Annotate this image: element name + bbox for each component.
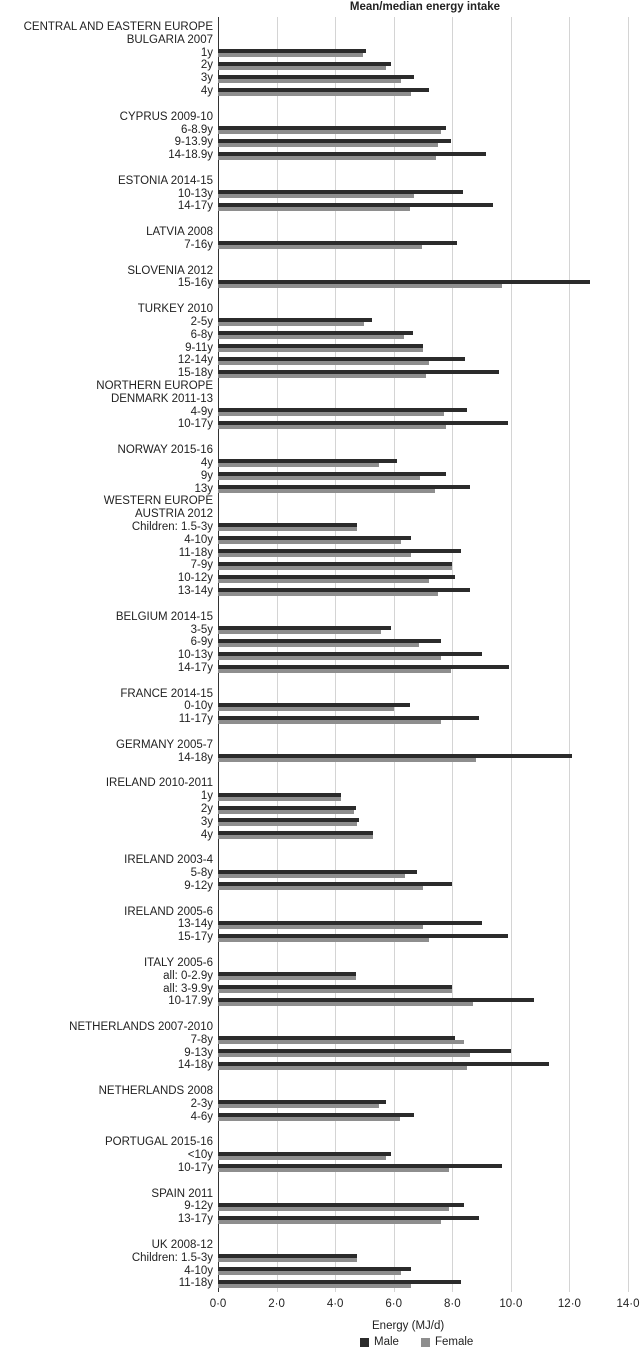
study-label-row [0,957,641,970]
spacer-row [0,98,641,111]
age-group-label: 3y [200,72,213,85]
female-bar [218,797,341,801]
age-group-label: 2y [200,803,213,816]
age-group-label: 14-17y [177,200,213,213]
study-label-row [0,906,641,919]
bar-row [0,803,641,816]
spacer-row [0,893,641,906]
bar-row [0,713,641,726]
age-group-label: 11-18y [178,1277,213,1290]
female-bar [218,1040,464,1044]
age-group-label: 4y [200,85,213,98]
bar-row [0,547,641,560]
study-label-row [0,175,641,188]
study-label: AUSTRIA 2012 [135,508,213,521]
bar-row [0,918,641,931]
spacer-row [0,675,641,688]
study-label: GERMANY 2005-7 [116,738,213,751]
legend-item-male [360,1336,399,1348]
spacer-row [0,1226,641,1239]
bar-row [0,521,641,534]
age-group-label: 2y [200,59,213,72]
female-bar [218,1066,467,1070]
x-tick-label: 8·0 [443,1298,461,1310]
study-label-row [0,444,641,457]
bar-row [0,829,641,842]
study-label: UK 2008-12 [151,1238,213,1251]
bar-row [0,200,641,213]
age-group-label: 3-5y [190,623,213,636]
age-group-label: 6-8.9y [181,123,213,136]
age-group-label: 14-18y [177,1059,213,1072]
female-bar [218,463,379,467]
female-bar [218,130,441,134]
female-bar [218,592,438,596]
age-group-label: all: 3-9.9y [163,982,213,995]
bar-row [0,559,641,572]
age-group-label: 4-10y [184,1264,213,1277]
bar-row [0,1162,641,1175]
region-label: NORTHERN EUROPE [96,379,213,392]
study-label: ITALY 2005-6 [143,956,213,969]
x-axis-label: Energy (MJ/d) [372,1320,445,1332]
spacer-row [0,213,641,226]
bar-row [0,534,641,547]
bar-row [0,931,641,944]
spacer-row [0,598,641,611]
female-bar [218,1117,400,1121]
region-label-row [0,495,641,508]
age-group-label: <10y [187,1149,213,1162]
female-bar [218,245,422,249]
bar-row [0,790,641,803]
female-bar [218,1002,473,1006]
study-label: NETHERLANDS 2007-2010 [69,1020,213,1033]
bar-row [0,1111,641,1124]
female-bar [218,758,476,762]
bar-row [0,367,641,380]
female-bar [218,1220,441,1224]
bar-row [0,1213,641,1226]
spacer-row [0,726,641,739]
x-tick-label: 12·0 [557,1298,581,1310]
x-tick-label: 6·0 [385,1298,403,1310]
female-bar [218,656,441,660]
female-bar [218,553,411,557]
age-group-label: 13-14y [177,585,213,598]
bar-row [0,470,641,483]
study-label: TURKEY 2010 [137,303,213,316]
age-group-label: 9-11y [185,341,213,354]
age-group-label: 12-14y [177,354,213,367]
age-group-label: 14-17y [177,662,213,674]
study-label: IRELAND 2010-2011 [105,777,213,790]
female-bar [218,489,435,493]
female-bar [218,643,419,647]
age-group-label: 14-18y [177,751,213,764]
age-group-label: 6-9y [190,636,213,649]
female-bar [218,835,373,839]
study-label-row [0,34,641,47]
bar-row [0,1098,641,1111]
age-group-label: 15-16y [177,277,213,290]
age-group-label: 15-17y [177,931,213,944]
bar-row [0,1252,641,1265]
female-bar [218,822,357,826]
bar-row [0,816,641,829]
female-bar [218,361,429,365]
age-group-label: 9-13y [184,1046,213,1059]
study-label-row [0,777,641,790]
spacer-row [0,162,641,175]
age-group-label: 0-10y [184,700,213,713]
spacer-row [0,765,641,778]
bar-row [0,867,641,880]
age-group-label: 10-17y [177,1161,213,1174]
female-bar [218,886,423,890]
female-bar [218,1207,449,1211]
female-bar [218,143,438,147]
study-label-row [0,393,641,406]
female-bar [218,874,405,878]
study-label: LATVIA 2008 [146,226,213,239]
x-tick-label: 0·0 [209,1298,227,1310]
age-group-label: 9-12y [184,1200,213,1213]
study-label: BELGIUM 2014-15 [115,610,213,623]
age-group-label: 4y [200,828,213,841]
age-group-label: 14-18.9y [168,149,213,162]
region-label-row [0,21,641,34]
female-bar [218,1284,411,1288]
female-bar [218,925,423,929]
bar-row [0,47,641,60]
female-bar [218,53,363,57]
female-bar [218,335,404,339]
study-label-row [0,111,641,124]
bar-row [0,1059,641,1072]
bar-row [0,624,641,637]
female-bar [218,566,452,570]
study-label-row [0,1239,641,1252]
age-group-label: Children: 1.5-3y [131,520,213,533]
legend-swatch-female [421,1338,430,1347]
spacer-row [0,1124,641,1137]
age-group-label: 4-9y [190,405,213,418]
age-group-label: 2-3y [190,1097,213,1110]
bar-row [0,59,641,72]
bar-row [0,316,641,329]
study-label: NORWAY 2015-16 [117,444,213,457]
bar-row [0,1047,641,1060]
study-label: SPAIN 2011 [151,1187,213,1200]
bar-row [0,418,641,431]
age-group-label: 10-13y [177,187,213,200]
female-bar [218,207,410,211]
region-label-row [0,380,641,393]
spacer-row [0,841,641,854]
bar-row [0,124,641,137]
study-label-row [0,303,641,316]
bar-row [0,970,641,983]
female-bar [218,527,357,531]
age-group-label: 15-18y [177,367,213,380]
female-bar [218,540,401,544]
age-group-label: 4-6y [190,1110,213,1123]
age-group-label: 9-13.9y [174,136,213,149]
bar-row [0,342,641,355]
female-bar [218,669,451,673]
bar-row [0,1265,641,1278]
study-label-row [0,1188,641,1201]
bar-row [0,1200,641,1213]
female-bar [218,156,436,160]
legend-label-male: Male [374,1336,399,1348]
female-bar [218,1053,470,1057]
age-group-label: 1y [200,46,213,59]
bar-row [0,880,641,893]
age-group-label: 3y [200,815,213,828]
age-group-label: 7-9y [190,559,213,572]
bar-row [0,1277,641,1290]
bar-row [0,1149,641,1162]
age-group-label: 13y [194,482,213,495]
legend-item-female [421,1336,473,1348]
female-bar [218,284,502,288]
bar-row [0,585,641,598]
spacer-row [0,1008,641,1021]
age-group-label: 13-14y [177,918,213,931]
female-bar [218,630,381,634]
study-label-row [0,226,641,239]
spacer-row [0,290,641,303]
age-group-label: 6-8y [190,328,213,341]
study-label: SLOVENIA 2012 [127,264,213,277]
bar-row [0,983,641,996]
bar-row [0,1034,641,1047]
study-label: CYPRUS 2009-10 [119,110,213,123]
study-label: BULGARIA 2007 [126,33,213,46]
age-group-label: 7-16y [184,238,213,251]
chart-title: Mean/median energy intake [349,1,501,13]
female-bar [218,412,444,416]
age-group-label: 10-17.9y [168,995,213,1008]
study-label: IRELAND 2003-4 [124,854,213,867]
study-label-row [0,611,641,624]
study-label-row [0,265,641,278]
study-label-row [0,739,641,752]
study-label: PORTUGAL 2015-16 [104,1136,213,1149]
female-bar [218,92,411,96]
female-bar [218,66,386,70]
female-bar [218,989,452,993]
age-group-label: 5-8y [190,867,213,880]
study-label-row [0,1136,641,1149]
age-group-label: Children: 1.5-3y [131,1251,213,1264]
bar-row [0,188,641,201]
bar-row [0,572,641,585]
female-bar [218,938,429,942]
region-label: CENTRAL AND EASTERN EUROPE [23,21,213,33]
female-bar [218,707,394,711]
spacer-row [0,252,641,265]
study-label-row [0,688,641,701]
age-group-label: 10-13y [177,649,213,662]
bar-row [0,649,641,662]
study-label: NETHERLANDS 2008 [98,1085,213,1098]
x-tick-label: 14·0 [616,1298,640,1310]
bar-row [0,149,641,162]
female-bar [218,1258,357,1262]
study-label-row [0,1021,641,1034]
age-group-label: 1y [200,790,213,803]
legend [360,1336,489,1348]
age-group-label: 11-17y [178,713,213,726]
bar-row [0,700,641,713]
age-group-label: 9-12y [184,879,213,892]
bar-row [0,239,641,252]
age-group-label: 4y [200,456,213,469]
age-group-label: 4-10y [184,533,213,546]
spacer-row [0,944,641,957]
age-group-label: 10-12y [177,572,213,585]
female-bar [218,348,423,352]
female-bar [218,976,356,980]
bar-row [0,136,641,149]
bar-row [0,72,641,85]
age-group-label: 7-8y [190,1033,213,1046]
age-group-label: all: 0-2.9y [163,969,213,982]
bar-row [0,354,641,367]
female-bar [218,1271,401,1275]
female-bar [218,1156,386,1160]
x-tick-label: 4·0 [326,1298,344,1310]
age-group-label: 10-17y [177,418,213,431]
bar-row [0,995,641,1008]
study-label-row [0,508,641,521]
spacer-row [0,431,641,444]
study-label: FRANCE 2014-15 [120,687,213,700]
female-bar [218,720,441,724]
study-label: ESTONIA 2014-15 [117,174,213,187]
bar-row [0,329,641,342]
female-bar [218,1104,379,1108]
bar-row [0,752,641,765]
female-bar [218,79,401,83]
study-label: DENMARK 2011-13 [110,392,213,405]
bar-row [0,483,641,496]
region-label: WESTERN EUROPE [103,495,213,508]
x-tick-label: 10·0 [499,1298,523,1310]
bar-row [0,277,641,290]
legend-label-female: Female [434,1336,474,1348]
spacer-row [0,1072,641,1085]
bar-row [0,662,641,675]
age-group-label: 2-5y [190,315,213,328]
female-bar [218,476,420,480]
bar-row [0,85,641,98]
female-bar [218,425,446,429]
female-bar [218,322,364,326]
female-bar [218,579,429,583]
study-label: IRELAND 2005-6 [124,905,213,918]
bar-row [0,636,641,649]
study-label-row [0,854,641,867]
female-bar [218,194,414,198]
bar-row [0,406,641,419]
age-group-label: 11-18y [178,546,213,559]
female-bar [218,374,426,378]
age-group-label: 9y [200,469,213,482]
legend-swatch-male [360,1338,369,1347]
spacer-row [0,1175,641,1188]
female-bar [218,810,354,814]
bar-row [0,457,641,470]
age-group-label: 13-17y [177,1213,213,1226]
x-tick-label: 2·0 [268,1298,285,1310]
study-label-row [0,1085,641,1098]
female-bar [218,1168,449,1172]
